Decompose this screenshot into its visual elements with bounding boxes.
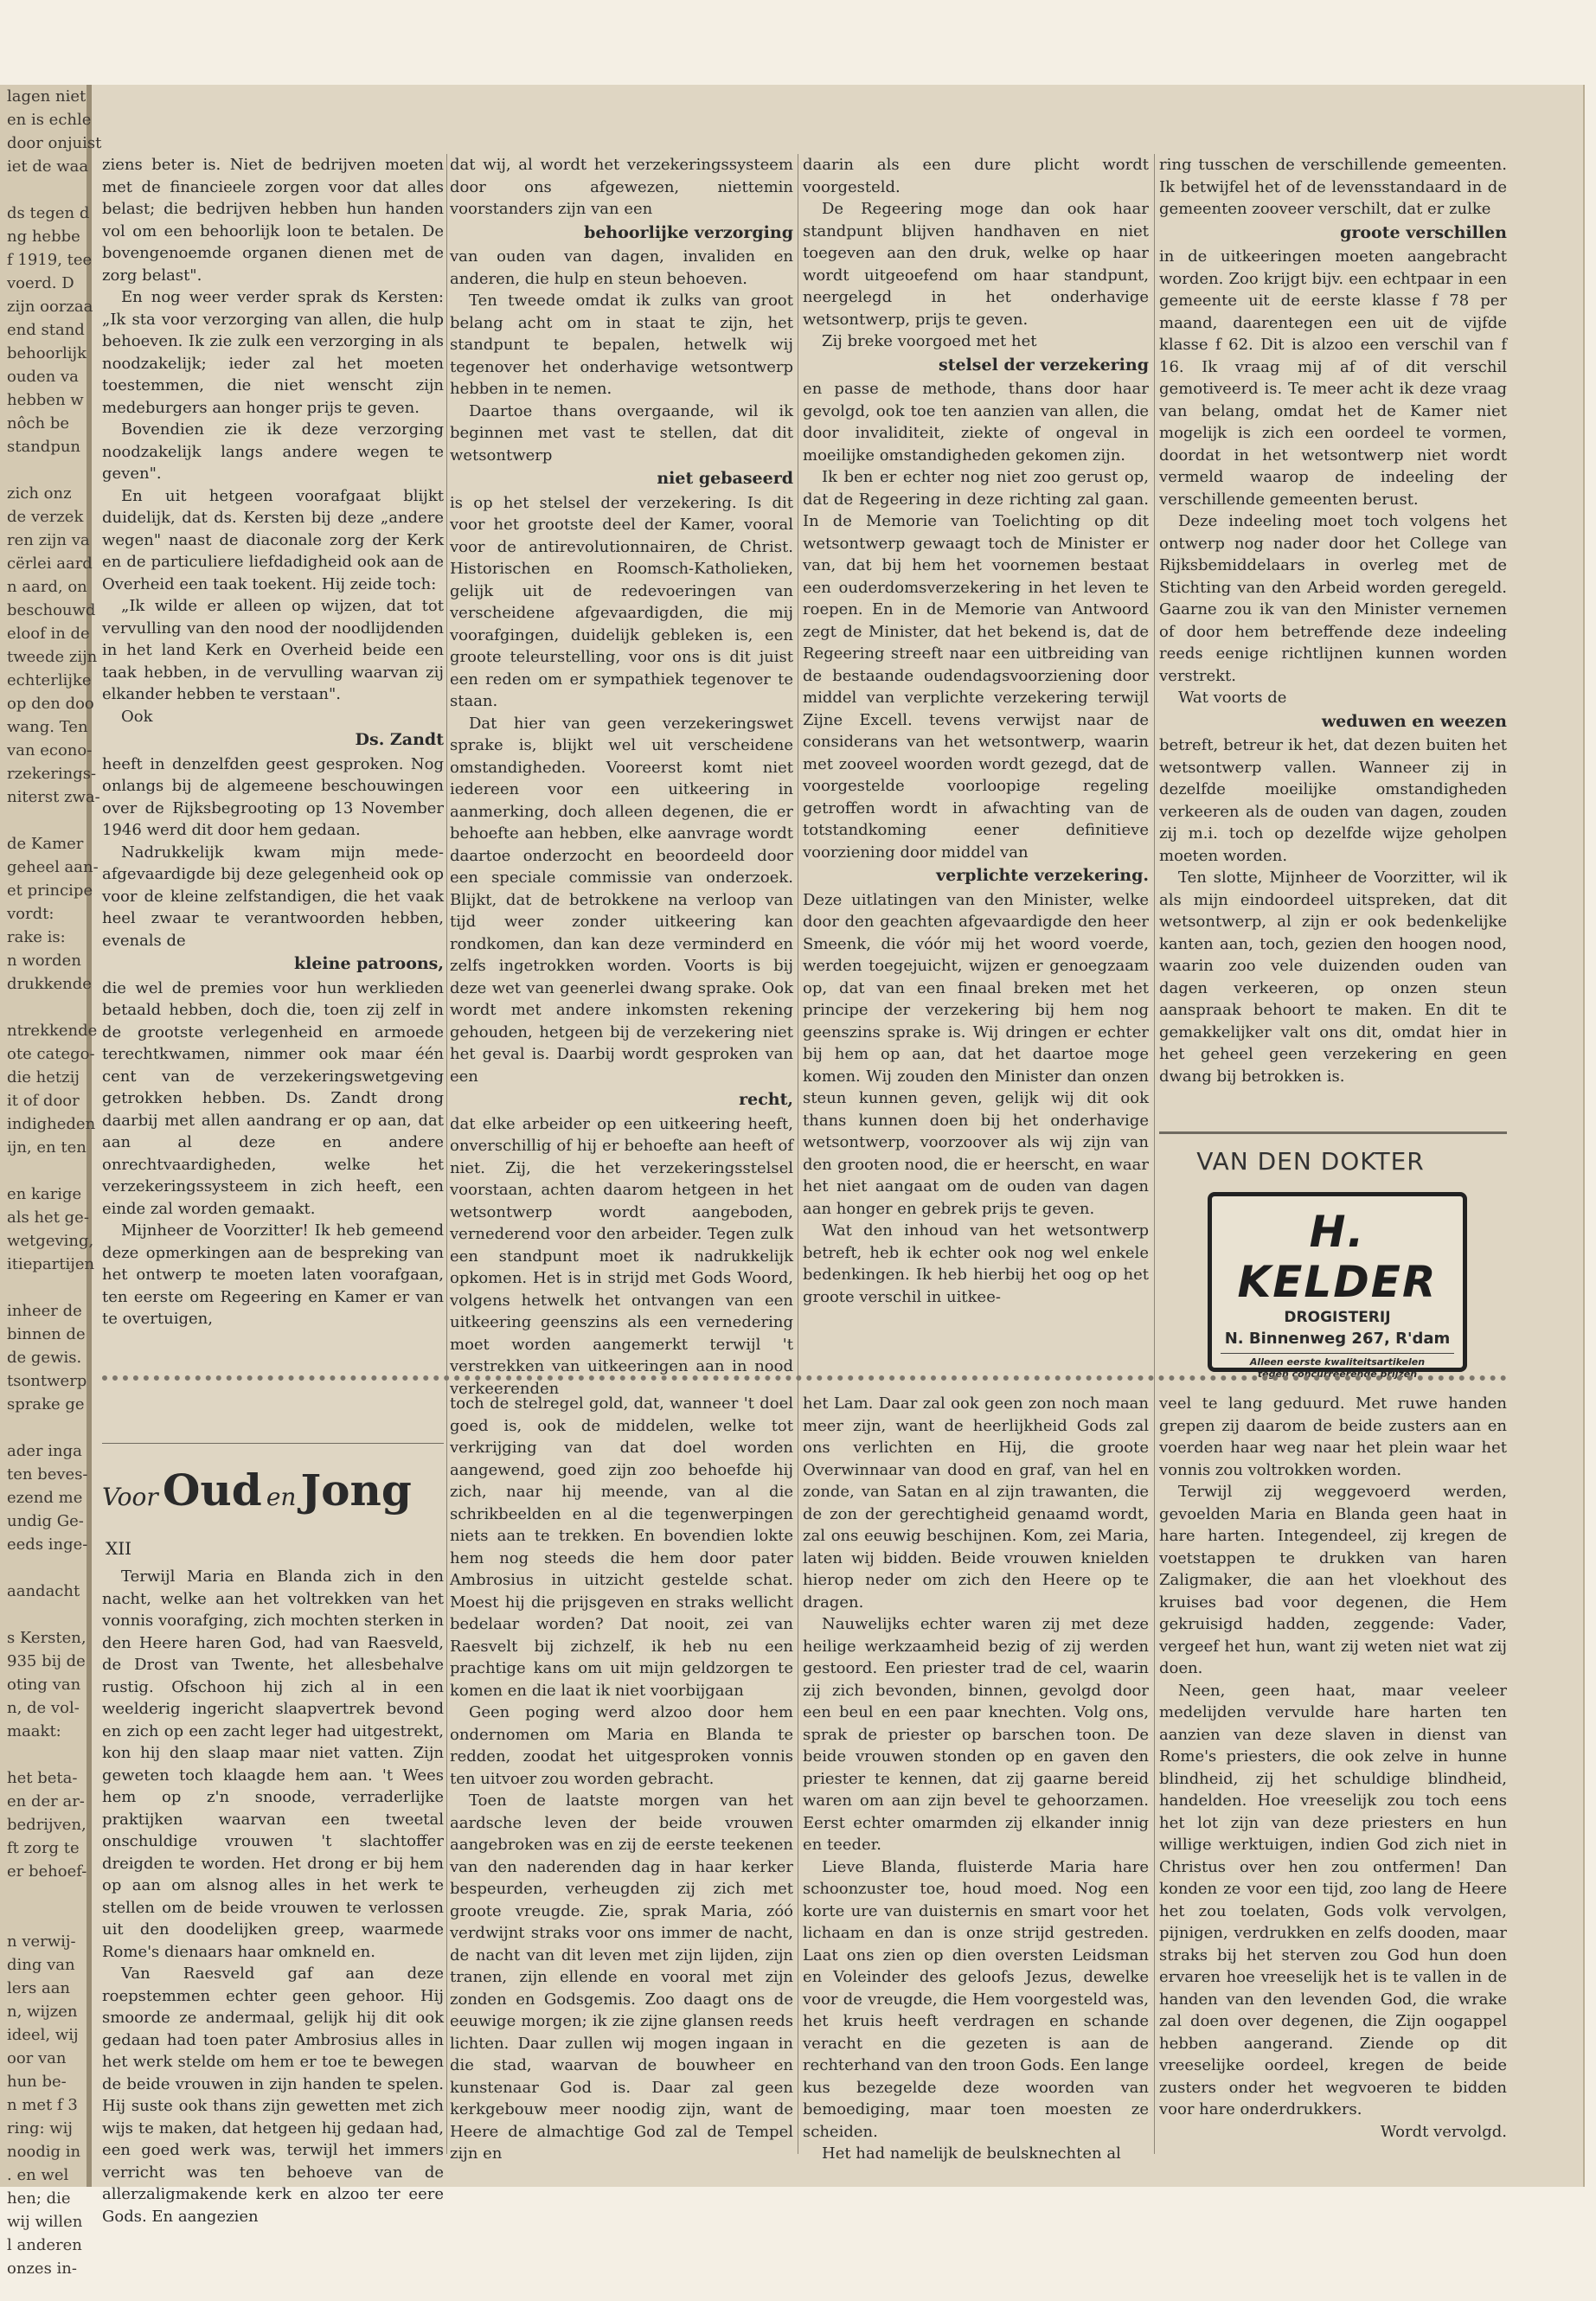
ad-brand-name: H. KELDER	[1237, 1207, 1438, 1307]
fragment-line: . en wel	[7, 2166, 69, 2184]
fragment-line: zijn oorzaa	[7, 298, 93, 316]
fragment-line: it of door	[7, 1092, 80, 1110]
fragment-line	[0, 1743, 87, 1766]
fragment-line: er behoef-	[7, 1862, 87, 1881]
subheading: behoorlijke verzorging	[584, 222, 793, 242]
fragment-line: ezend me	[7, 1489, 83, 1507]
column-divider	[446, 154, 447, 1443]
serial-masthead	[102, 1465, 444, 1518]
section-separator	[102, 1375, 1507, 1381]
fragment-line	[0, 178, 87, 202]
fragment-line: door onjuist	[7, 134, 102, 152]
advertisement-kelder	[1208, 1192, 1467, 1380]
fragment-line: n, de vol-	[7, 1699, 80, 1717]
fragment-line: itiepartijen	[7, 1255, 95, 1273]
fragment-line: ring: wij	[7, 2119, 74, 2138]
paragraph: in de uitkeeringen moeten aangebracht worden. Zoo krijgt bijv. een echtpaar in een gemeente uit de eerste klasse f 78 per maand, daarentegen een uit de vijfde klasse f 62. Dit is alzoo een verschil van f 16. Ik vraag mij af of dit verschil gemotiveerd is. Te meer acht ik deze vraag van belang, omdat het de Kamer niet mogelijk is zich een oordeel te vormen, doordat in het wetsontwerp niet wordt vermeld waarop de indeeling der verschillende gemeenten berust.	[1159, 247, 1507, 509]
article-column-3	[803, 154, 1149, 1308]
paragraph: betreft, betreur ik het, dat dezen buiten het wetsontwerp vallen. Wanneer zij in dezelfde moeilijke omstandigheden verkeeren als de ouden van dagen, zouden zij m.i. toch op dezelfde wijze geholpen moeten worden.	[1159, 736, 1507, 865]
paragraph: Terwijl zij weggevoerd werden, gevoelden Maria en Blanda geen haat in hare harten. Integendeel, zij kregen de voetstappen te drukken van haren Zaligmaker, die aan het vloekhout des kruises bad voor degenen, die Hem gekruisigd hadden, zeggende: Vader, vergeef het hun, want zij weten niet wat zij doen.	[1159, 1483, 1507, 1677]
fragment-line	[0, 1556, 87, 1580]
fragment-line: tweede zijn	[7, 648, 98, 666]
fragment-line	[0, 1907, 87, 1930]
subheading: stelsel der verzekering	[939, 355, 1149, 375]
fragment-line: aandacht	[7, 1582, 80, 1600]
fragment-line: als het ge-	[7, 1208, 89, 1227]
paragraph: Van Raesveld gaf aan deze roepstemmen echter geen gehoor. Hij smoorde ze andermaal, gelijk hij dit ook gedaan had toen pater Ambrosius alles in het werk stelde om hem er toe te bewegen de beide vrouwen in zijn handen te spelen. Hij suste ook thans zijn gewetten met zich wijs te maken, dat hetgeen hij gedaan had, een goed werk was, terwijl het immers verricht was ten behoeve van de allerzaligmakende kerk en alzoo ter eere Gods. En aangezien	[102, 1965, 444, 2226]
subheading: niet gebaseerd	[657, 469, 793, 488]
fragment-line: iet de waa	[7, 157, 89, 176]
paragraph: het Lam. Daar zal ook geen zon noch maan meer zijn, want de heerlijkheid Gods zal ons verlichten en Hij, die groote Overwinnaar van dood en graf, van hel en zonde, van Satan en al zijn trawanten, die de zon der gerechtigheid genaamd wordt, zal ons eeuwig beschijnen. Kom, zei Maria, laten wij bidden. Beide vrouwen knielden hierop neder om zich den Heere op te dragen.	[803, 1394, 1149, 1612]
fragment-line: die hetzij	[7, 1068, 80, 1086]
fragment-line: s Kersten,	[7, 1629, 87, 1647]
paragraph: Bovendien zie ik deze verzorging noodzakelijk langs andere wegen te geven".	[102, 420, 444, 483]
paragraph: ring tusschen de verschillende gemeenten. Ik betwijfel het of de levensstandaard in de gemeenten zooveer verschilt, dat er zulke	[1159, 156, 1507, 218]
paragraph: Nauwelijks echter waren zij met deze heilige werkzaamheid bezig of zij werden gestoord. Een priester trad de cel, waarin zij zich bevonden, binnen, gevolgd door een beul en een paar knechten. Volg ons, sprak de priester op barschen toon. De beide vrouwen stonden op en gaven den priester te kennen, dat zij gaarne bereid waren om aan zijn bevel te gehoorzamen. Eerst echter omarmden zij elkander innig en teeder.	[803, 1615, 1149, 1854]
paragraph: Lieve Blanda, fluisterde Maria hare schoonzuster toe, houd moed. Nog een korte ure van duisternis en smart voor het lichaam en dan is onze strijd gestreden. Laat ons zien op dien oversten Leidsman en Voleinder des geloofs Jezus, dewelke voor de vreugde, die Hem voorgesteld was, het kruis heeft verdragen en schande veracht en die gezeten is aan de rechterhand van den troon Gods. Een lange kus bezegelde deze woorden van bemoediging, maar toen moesten ze scheiden.	[803, 1857, 1149, 2141]
fragment-line: lers aan	[7, 1979, 71, 1997]
fragment-line: ntrekkende	[7, 1022, 98, 1040]
fragment-line: ouden va	[7, 368, 79, 386]
fragment-line: oting van	[7, 1676, 81, 1694]
fragment-line: bedrijven,	[7, 1816, 87, 1834]
paragraph: En uit hetgeen voorafgaat blijkt duidelijk, dat ds. Kersten bij deze „andere wegen" naast de diaconale zorg der Kerk en de particuliere liefdadigheid ook aan de Overheid een taak toekent. Hij zeide toch:	[102, 486, 444, 593]
paragraph: En nog weer verder sprak ds Kersten: „Ik sta voor verzorging van allen, die hulp behoeven. Ik zie zulk een verzorging in als noodzakelijk; ieder zal het moeten toestemmen, die niet wenscht zijn medeburgers aan honger prijs te geven.	[102, 288, 444, 417]
fragment-line: van econo-	[7, 741, 93, 760]
paragraph: Daartoe thans overgaande, wil ik beginnen met vast te stellen, dat dit wetsontwerp	[450, 401, 793, 465]
masthead-word: en	[266, 1483, 297, 1511]
article-column-4	[1159, 154, 1507, 1087]
paragraph: Wat den inhoud van het wetsontwerp betreft, heb ik echter ook nog wel enkele bedenkingen. Ik heb hierbij het oog op het groote verschil in uitkee-	[803, 1221, 1149, 1306]
fragment-line: het beta-	[7, 1769, 78, 1787]
paragraph: heeft in denzelfden geest gesproken. Nog onlangs bij de algemeene beschouwingen over de Rijksbegrooting op 13 November 1946 werd dit door hem gedaan.	[102, 754, 444, 839]
paragraph: Ook	[121, 707, 153, 726]
fragment-line: l anderen	[7, 2236, 82, 2254]
paragraph: Ten tweede omdat ik zulks van groot belang acht om in staat te zijn, het standpunt te bepalen, hetwelk wij tegenover het onderhavige wetsontwerp hebben in te nemen.	[450, 292, 793, 398]
subheading: Ds. Zandt	[355, 730, 444, 749]
fragment-line: ng hebbe	[7, 228, 80, 246]
fragment-line: hun be-	[7, 2073, 67, 2091]
fragment-line: maakt:	[7, 1722, 61, 1740]
subheading: verplichte verzekering.	[936, 866, 1149, 885]
fragment-line	[0, 1276, 87, 1299]
fragment-line: binnen de	[7, 1325, 86, 1343]
paragraph: toch de stelregel gold, dat, wanneer 't doel goed is, ook de middelen, welke tot verkrijging van dat doel worden aangewend, goed zijn zoo behoefde hij zich, naar hij meende, van al die schrikbeelden en al die tegenwerpingen niets aan te trekken. En bovendien lokte hem nog steeds die hem door pater Ambrosius in uitzicht gestelde schat. Moest hij die prijsgeven en straks wellicht bedelaar worden? Dat nooit, zei van Raesvelt bij zichzelf, ik heb nu een prachtige kans om uit mijn geldzorgen te komen en die laat ik niet voorbijgaan	[450, 1394, 793, 1700]
fragment-line: n met f 3	[7, 2096, 78, 2114]
fragment-line: oor van	[7, 2049, 67, 2067]
subheading: kleine patroons,	[293, 954, 444, 973]
fragment-line: geheel aan-	[7, 858, 99, 876]
fragment-line: en der ar-	[7, 1792, 85, 1811]
previous-page-fragment	[0, 85, 102, 2278]
column-divider	[1154, 1393, 1155, 2154]
paragraph: Deze uitlatingen van den Minister, welke door den geachten afgevaardigde den heer Smeenk, die vóór mij het woord voerde, werden toegejuicht, wijzen er genoegzaam op, dat van een finaal breken met het principe der verzekering bij hem nog geenszins sprake is. Wij dringen er echter bij hem op aan, dat het daartoe moge komen. Wij zouden den Minister dan onzen steun kunnen geven, gelijk wij dit ook thans kunnen doen bij het onderhavige wetsontwerp, voorzoover als wij zijn van den grooten nood, die er heerscht, en waar het niet aangaat om de ouden van dagen aan honger en gebrek prijs te geven.	[803, 890, 1149, 1218]
paragraph: Wat voorts de	[1178, 689, 1287, 707]
fragment-line: eloof in de	[7, 625, 90, 643]
fragment-line: vordt:	[7, 905, 54, 923]
fragment-line: ideel, wij	[7, 2026, 79, 2044]
paragraph: is op het stelsel der verzekering. Is dit voor het grootste deel der Kamer, vooral voor de antirevolutionnairen, de Christ. Historischen en Roomsch-Katholieken, gelijk uit de redevoeringen van verscheidene afgevaardigden, die mij voorafgingen, duidelijk gebleken is, een groote teleurstelling, voor ons is dit juist een reden om er sympathiek tegenover te staan.	[450, 493, 793, 710]
fragment-line	[0, 458, 87, 482]
fragment-line	[0, 1603, 87, 1626]
fragment-line: de verzek	[7, 508, 84, 526]
continued-notice: Wordt vervolgd.	[1380, 2122, 1507, 2141]
ad-tagline-2: tegen concurreerende prijzen	[1257, 1368, 1418, 1380]
fragment-line: de gewis.	[7, 1349, 82, 1367]
masthead-word: Voor	[102, 1483, 158, 1511]
paragraph: Nadrukkelijk kwam mijn mede-afgevaardigde bij deze gelegenheid ook op voor de kleine zelfstandigen, die het vaak heel zwaar te verantwoorden hebben, evenals de	[102, 843, 444, 950]
serial-column-2	[450, 1393, 793, 2165]
fragment-line: n worden	[7, 952, 81, 970]
fragment-line: echterlijke	[7, 671, 92, 689]
fragment-line: lagen niet	[7, 87, 87, 106]
fragment-line	[0, 1883, 87, 1907]
column-divider	[446, 1393, 447, 2154]
fragment-line: en karige	[7, 1185, 82, 1203]
fragment-line	[0, 996, 87, 1019]
fragment-line: wetgeving,	[7, 1232, 94, 1250]
fragment-line: op den doo	[7, 695, 94, 713]
fragment-line: eeds inge-	[7, 1535, 88, 1554]
article-column-1	[102, 154, 444, 1330]
fragment-line: drukkende	[7, 975, 92, 993]
subheading: weduwen en weezen	[1321, 711, 1507, 731]
fragment-line: ten beves-	[7, 1465, 88, 1484]
fragment-line: 935 bij de	[7, 1652, 86, 1670]
fragment-line: noodig in	[7, 2143, 81, 2161]
fragment-line: ijn, en ten	[7, 1138, 87, 1157]
paragraph: Toen de laatste morgen van het aardsche leven der beide vrouwen aangebroken was en zij de eerste teekenen van den naderenden dag in haar kerker bespeurden, verheugden zij zich met groote vreugde. Zie, sprak Maria, zóó verdwijnt straks voor ons immer de nacht, de nacht van dit leven met zijn lijden, zijn tranen, zijn ellende en vooral met zijn zonden en Godsgemis. Zoo daagt ons de eeuwige morgen; ik zie zijne glansen reeds lichten. Daar zullen wij mogen ingaan in die stad, waarvan de bouwheer en kunstenaar God is. Daar zal geen kerkgebouw meer noodig zijn, want de Heere de almachtige God zal de Tempel zijn en	[450, 1791, 793, 2163]
masthead-rule	[102, 1443, 444, 1444]
fragment-line: nôch be	[7, 414, 69, 433]
paragraph: Terwijl Maria en Blanda zich in den nacht, welke aan het voltrekken van het vonnis voorafging, zich mochten sterken in den Heere haren God, had van Raesveld, de Drost van Twente, het allesbehalve rustig. Ofschoon hij zich al in een weelderig ingericht slaapvertrek bevond en zich op een zacht leger had uitgestrekt, kon hij den slaap maar niet vatten. Zijn geweten toch klaagde hem aan. 't Wees hem op z'n snoode, verraderlijke praktijken waarvan een tweetal onschuldige vrouwen 't slachtoffer dreigden te worden. Het drong er bij hem op aan om alsnog alles in het werk te stellen om de beide vrouwen te verlossen uit den doodelijken greep, waarmede Rome's dienaars haar omkneld en.	[102, 1567, 444, 1961]
ad-heading: VAN DEN DOKTER	[1196, 1147, 1425, 1176]
paragraph: Ik ben er echter nog niet zoo gerust op, dat de Regeering in deze richting zal gaan. In de Memorie van Toelichting op dit wetsontwerp gewaagt toch de Minister er van, dat bij hem het voornemen bestaat een ouderdomsverzekering in het leven te roepen. En in de Memorie van Antwoord zegt de Minister, dat het bekend is, dat de Regeering streeft naar een uitbreiding van de bestaande oudendagsvoorziening door middel van verplichte verzekering terwijl Zijne Excell. tevens verwijst naar de considerans van het wetsontwerp, waarin met zooveel woorden wordt gezegd, dat de voorgestelde voorloopige regeling getroffen wordt in afwachting van de totstandkoming eener definitieve voorziening door middel van	[803, 468, 1149, 862]
ad-subtitle: DROGISTERIJ	[1284, 1309, 1391, 1326]
paragraph: ziens beter is. Niet de bedrijven moeten met de financieele zorgen voor dat alles belast; die bedrijven hebben hun handen vol om een behoorlijk loon te betalen. De bovengenoemde organen dienen met de zorg belast".	[102, 156, 444, 285]
fragment-line: zich onz	[7, 484, 72, 503]
paragraph: dat wij, al wordt het verzekeringssysteem door ons afgewezen, niettemin voorstanders zijn van een	[450, 156, 793, 218]
fragment-line: end stand	[7, 321, 85, 339]
fragment-line: n verwij-	[7, 1932, 76, 1951]
subheading: groote verschillen	[1340, 222, 1507, 242]
fragment-line: standpun	[7, 438, 81, 456]
paragraph: die wel de premies voor hun werklieden betaald hebben, doch die, toen zij zelf in de grootste verlegenheid en armoede terechtkwamen, nimmer ook maar één cent van de verzekeringswetgeving getrokken hebben. Ds. Zandt drong daarbij met allen aandrang er op aan, dat aan al deze en andere onrechtvaardigheden, welke het verzekeringssysteem in zich heeft, een einde zal worden gemaakt.	[102, 978, 444, 1218]
fragment-line: behoorlijk	[7, 344, 87, 362]
article-column-2	[450, 154, 793, 1400]
paragraph: dat elke arbeider op een uitkeering heeft, onverschillig of hij er behoefte aan heeft of niet. Zij, die het verzekeringsstelsel voorstaan, achten daarom hetgeen in het wetsontwerp wordt aangeboden, vernederend voor den arbeider. Tegen zulk een standpunt moet ik nadrukkelijk opkomen. Het is in strijd met Gods Woord, volgens hetwelk het ontvangen van een uitkeering geenszins als een vernedering moet worden aangemerkt terwijl 't verstrekken van uitkeeringen aan in nood verkeerenden	[450, 1114, 793, 1398]
paragraph: en passe de methode, thans door haar gevolgd, ook toe ten aanzien van allen, die door invaliditeit, ziekte of ongeval in moeilijke omstandigheden gekomen zijn.	[803, 380, 1149, 465]
fragment-line	[0, 1416, 87, 1439]
fragment-line: n, wijzen	[7, 2003, 78, 2021]
fragment-line: wang. Ten	[7, 718, 88, 736]
serial-column-1	[102, 1566, 444, 2227]
fragment-line: f 1919, tee	[7, 251, 93, 269]
fragment-line: ader inga	[7, 1442, 82, 1460]
ad-tagline-1: Alleen eerste kwaliteitsartikelen	[1249, 1356, 1426, 1368]
column-divider	[1154, 154, 1155, 1443]
serial-column-4	[1159, 1393, 1507, 2143]
fragment-line: beschouwd	[7, 601, 96, 619]
serial-column-3	[803, 1393, 1149, 2165]
fragment-line: n aard, on	[7, 578, 87, 596]
fragment-line: indigheden	[7, 1115, 96, 1133]
fragment-line: ding van	[7, 1956, 75, 1974]
fragment-line: onzes in-	[7, 2259, 77, 2278]
fragment-line: inheer de	[7, 1302, 82, 1320]
fragment-line: sprake ge	[7, 1395, 85, 1413]
paragraph: Mijnheer de Voorzitter! Ik heb gemeend deze opmerkingen aan de bespreking van het ontwerp te moeten laten voorafgaan, ten eerste om Regeering en Kamer er van te overtuigen,	[102, 1221, 444, 1328]
paragraph: Ten slotte, Mijnheer de Voorzitter, wil ik als mijn eindoordeel uitspreken, dat dit wetsontwerp, al zijn er ook bedenkelijke kanten aan, toch, gezien den hoogen nood, waarin zoo vele duizenden ouden van dagen verkeeren, op onzen steun aanspraak behoort te maken. En dit te gemakkelijker valt ons dit, omdat hier in het geheel geen verzekering en geen dwang bij betrokken is.	[1159, 868, 1507, 1086]
subheading: recht,	[739, 1090, 793, 1109]
fragment-line: ft zorg te	[7, 1839, 80, 1857]
fragment-line: cërlei aard	[7, 554, 93, 573]
fragment-line: rake is:	[7, 928, 66, 946]
fragment-line: hen; die	[7, 2189, 71, 2208]
masthead-word: Jong	[300, 1465, 412, 1516]
paragraph: daarin als een dure plicht wordt voorgesteld.	[803, 156, 1149, 196]
fragment-line: voerd. D	[7, 274, 74, 292]
fragment-line: et principe	[7, 881, 93, 900]
fragment-line: hebben w	[7, 391, 84, 409]
masthead-word: Oud	[162, 1465, 262, 1516]
paragraph: Dat hier van geen verzekeringswet sprake is, blijkt wel uit verscheidene omstandigheden. Vooreerst komt niet iedereen voor een uitkeering in aanmerking, doch alleen degenen, die er behoefte aan hebben, elke aanvrage wordt daartoe onderzocht en beoordeeld door een speciale commissie van onderzoek. Blijkt, dat de betrokkene na verloop van tijd weer zonder uitkeering kan rondkomen, dan kan deze verminderd en zelfs ingetrokken worden. Voorts is bij deze wet van geenerlei dwang sprake. Ook wordt met andere inkomsten rekening gehouden, hetgeen bij de verzekering niet het geval is. Daarbij wordt gesproken van een	[450, 714, 793, 1086]
chapter-number: XII	[106, 1538, 132, 1559]
fragment-line: ren zijn va	[7, 531, 90, 549]
paragraph: De Regeering moge dan ook haar standpunt blijven handhaven en niet toegeven aan den druk, welke op haar wordt uitgeoefend om haar standpunt, neergelegd in het onderhavige wetsontwerp, prijs te geven.	[803, 200, 1149, 329]
quotation: „Ik wilde er alleen op wijzen, dat tot vervulling van den nood der noodlijdenden in het land Kerk en Overheid beide een taak hebben, in de vervulling waarvan zij elkander hebben te verstaan".	[102, 597, 444, 703]
paragraph: Het had namelijk de beulsknechten al	[822, 2144, 1121, 2163]
section-divider	[1159, 1131, 1507, 1134]
paragraph: Deze indeeling moet toch volgens het ontwerp nog nader door het College van Rijksbemiddelaars in overleg met de Stichting van den Arbeid worden geregeld. Gaarne zou ik van den Minister vernemen of door hem betreffende deze indeeling reeds eenige richtlijnen kunnen worden verstrekt.	[1159, 512, 1507, 685]
fragment-line: ds tegen d	[7, 204, 90, 222]
fragment-line: wij willen	[7, 2213, 83, 2231]
fragment-line: tsontwerp	[7, 1372, 87, 1390]
paragraph: veel te lang geduurd. Met ruwe handen grepen zij daarom de beide zusters aan en voerden haar weg naar het plein waar het vonnis zou voltrokken worden.	[1159, 1394, 1507, 1479]
fragment-line: rzekerings-	[7, 765, 97, 783]
fragment-line: niterst zwa-	[7, 788, 100, 806]
fragment-line: undig Ge-	[7, 1512, 84, 1530]
fragment-line	[0, 1159, 87, 1183]
newspaper-page	[0, 85, 1585, 2278]
fragment-line: ote catego-	[7, 1045, 95, 1063]
paragraph: van ouden van dagen, invaliden en anderen, die hulp en steun behoeven.	[450, 247, 793, 288]
fragment-line: en is echle	[7, 111, 92, 129]
fragment-line: de Kamer	[7, 835, 84, 853]
paragraph: Geen poging werd alzoo door hem ondernomen om Maria en Blanda te redden, zoodat het uitgesproken vonnis ten uitvoer zou worden gebracht.	[450, 1703, 793, 1788]
ad-address: N. Binnenweg 267, R'dam	[1224, 1330, 1451, 1348]
paragraph: Zij breke voorgoed met het	[822, 332, 1037, 350]
paragraph: Neen, geen haat, maar veeleer medelijden vervulde hare harten ten aanzien van deze slaven in dienst van Rome's priesters, die ook zelve in hunne blindheid, zij het schuldige blindheid, handelden. Hoe vreeselijk zou toch eens het lot zijn van deze priesters en hun willige werktuigen, indien God zich niet in Christus over hen zou ontfermen! Dan konden ze voor een tijd, zoo lang de Heere het zou toelaten, Gods volk vervolgen, pijnigen, verdrukken en zelfs dooden, maar straks bij het sterven zou God hun doen ervaren hoe vreeselijk het is te vallen in de handen van den levenden God, die wrake zal doen over degenen, die Zijn oogappel hebben aangerand. Ziende op dit vreeselijke oordeel, kregen de beide zusters onder het wegvoeren te bidden voor hare onderdrukkers.	[1159, 1681, 1507, 2118]
fragment-line	[0, 809, 87, 832]
